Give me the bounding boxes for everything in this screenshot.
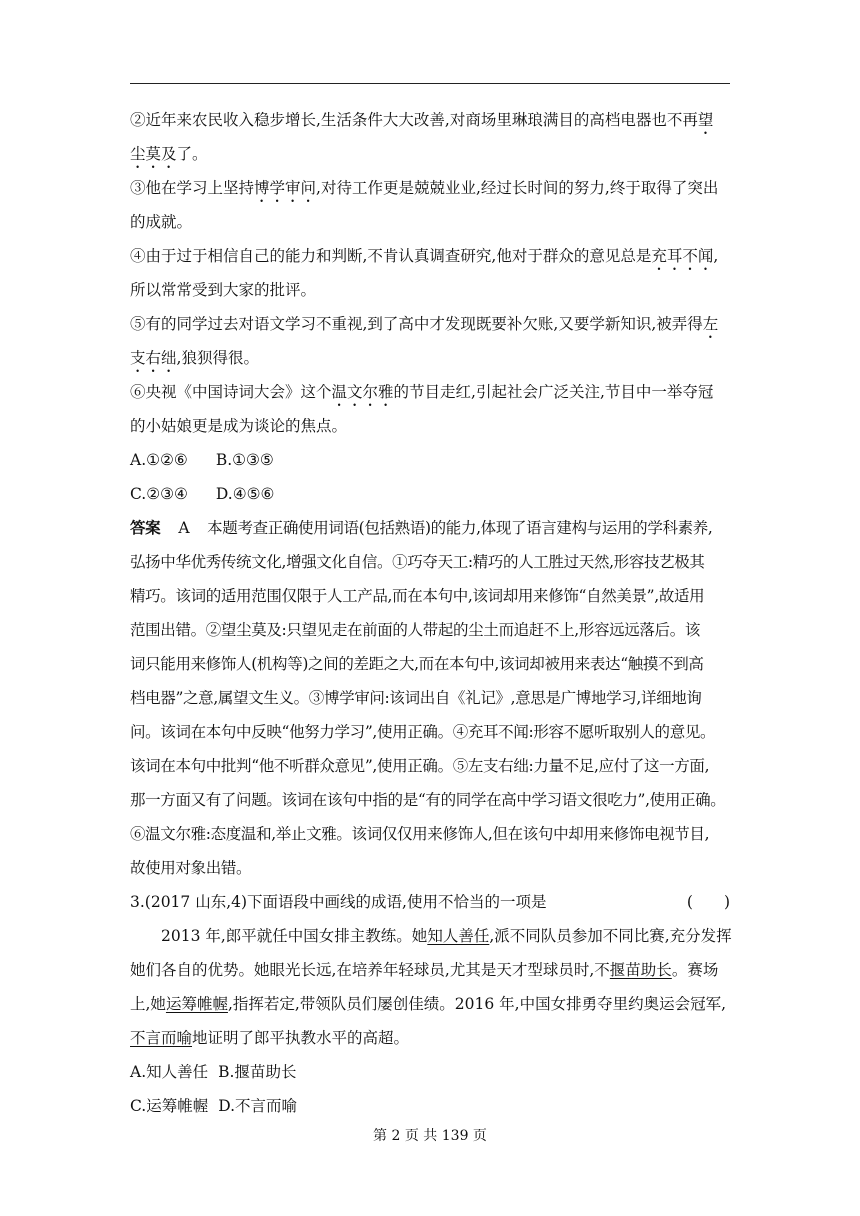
item2-sentence-4-line2: 所以常常受到大家的批评。 [130, 281, 317, 299]
emphasis-idiom: 左 [702, 315, 719, 333]
answer-line: 问。该词在本句中反映“他努力学习”,使用正确。④充耳不闻:形容不愿听取别人的意见。 [130, 723, 716, 741]
item3-passage-line3: 上,她运筹帷幄,指挥若定,带领队员们屡创佳绩。2016 年,中国女排勇夺里约奥运会冠军, [130, 995, 727, 1013]
emphasis-idiom: 温文尔雅 [331, 383, 394, 401]
underlined-idiom: 知人善任 [427, 927, 490, 945]
header-rule [130, 83, 730, 84]
option-a: A.知人善任 [130, 1063, 209, 1081]
item2-sentence-6-line2: 的小姑娘更是成为谈论的焦点。 [130, 417, 348, 435]
option-b: B.①③⑤ [215, 451, 274, 469]
item2-sentence-2-line1: ②近年来农民收入稳步增长,生活条件大大改善,对商场里琳琅满目的高档电器也不再望 [130, 111, 714, 129]
emphasis-idiom: 博学审问 [254, 179, 317, 197]
item2-options-row-2 [130, 477, 730, 511]
option-d: D.④⑤⑥ [215, 485, 275, 503]
page-content [130, 103, 730, 1123]
answer-line: 弘扬中华优秀传统文化,增强文化自信。①巧夺天工:精巧的人工胜过天然,形容技艺极其 [130, 553, 705, 571]
option-d: D.不言而喻 [218, 1097, 298, 1115]
item3-options-row-2 [130, 1089, 730, 1123]
option-c: C.运筹帷幄 [130, 1097, 209, 1115]
answer-line: 那一方面又有了问题。该词在该句中指的是“有的同学在高中学习语文很吃力”,使用正确。 [130, 791, 726, 809]
item2-options-row-1 [130, 443, 730, 477]
item3-question: 3.(2017 山东,4)下面语段中画线的成语,使用不恰当的一项是 ( ) [130, 885, 730, 919]
underlined-idiom: 运筹帷幄 [165, 995, 228, 1013]
option-c: C.②③④ [130, 485, 188, 503]
answer-label: 答案 [130, 518, 161, 537]
answer-blank: ( ) [686, 893, 730, 911]
item2-sentence-3-line2: 的成就。 [130, 213, 193, 231]
answer-line: 精巧。该词的适用范围仅限于人工产品,而在本句中,该词却用来修饰“自然美景”,故适用 [130, 587, 705, 605]
option-b: B.揠苗助长 [218, 1063, 297, 1081]
emphasis-idiom: 望 [697, 111, 714, 129]
emphasis-idiom: 尘莫及 [130, 145, 177, 163]
answer-line: 该词在本句中批判“他不听群众意见”,使用正确。⑤左支右绌:力量不足,应付了这一方面, [130, 757, 710, 775]
item2-sentence-5-line1: ⑤有的同学过去对语文学习不重视,到了高中才发现既要补欠账,又要学新知识,被弄得左 [130, 315, 719, 333]
item2-sentence-6-line1: ⑥央视《中国诗词大会》这个温文尔雅的节目走红,引起社会广泛关注,节目中一举夺冠 [130, 383, 714, 401]
item2-sentence-5-line2: 支右绌,狼狈得很。 [130, 349, 259, 367]
answer-line: 故使用对象出错。 [130, 859, 252, 877]
emphasis-idiom: 充耳不闻 [651, 247, 714, 265]
emphasis-idiom: 支右绌 [130, 349, 177, 367]
answer-line: 范围出错。②望尘莫及:只望见走在前面的人带起的尘土而追赶不上,形容远远落后。该 [130, 621, 701, 639]
option-a: A.①②⑥ [130, 451, 188, 469]
item2-sentence-2-line2: 尘莫及了。 [130, 145, 208, 163]
underlined-idiom: 不言而喻 [130, 1029, 193, 1047]
answer-line: ⑥温文尔雅:态度温和,举止文雅。该词仅仅用来修饰人,但在该句中却用来修饰电视节目, [130, 825, 710, 843]
answer-line-1: 答案 A 本题考查正确使用词语(包括熟语)的能力,体现了语言建构与运用的学科素养, [130, 518, 713, 537]
answer-line: 档电器”之意,属望文生义。③博学审问:该词出自《礼记》,意思是广博地学习,详细地询 [130, 689, 702, 707]
item3-passage-line2: 她们各自的优势。她眼光长远,在培养年轻球员,尤其是天才型球员时,不揠苗助长。赛场 [130, 961, 719, 979]
underlined-idiom: 揠苗助长 [609, 961, 672, 979]
item3-passage-line1: 2013 年,郎平就任中国女排主教练。她知人善任,派不同队员参加不同比赛,充分发挥 [161, 927, 732, 945]
item3-passage-line4: 不言而喻地证明了郎平执教水平的高超。 [130, 1029, 410, 1047]
item2-sentence-3-line1: ③他在学习上坚持博学审问,对待工作更是兢兢业业,经过长时间的努力,终于取得了突出 [130, 179, 719, 197]
page-footer: 第 2 页 共 139 页 [373, 1128, 487, 1144]
item3-options-row-1 [130, 1055, 730, 1089]
answer-letter: A [178, 519, 190, 537]
answer-line: 词只能用来修饰人(机构等)之间的差距之大,而在本句中,该词却被用来表达“触摸不到高 [130, 655, 704, 673]
item2-sentence-4-line1: ④由于过于相信自己的能力和判断,不肯认真调查研究,他对于群众的意见总是充耳不闻, [130, 247, 719, 265]
